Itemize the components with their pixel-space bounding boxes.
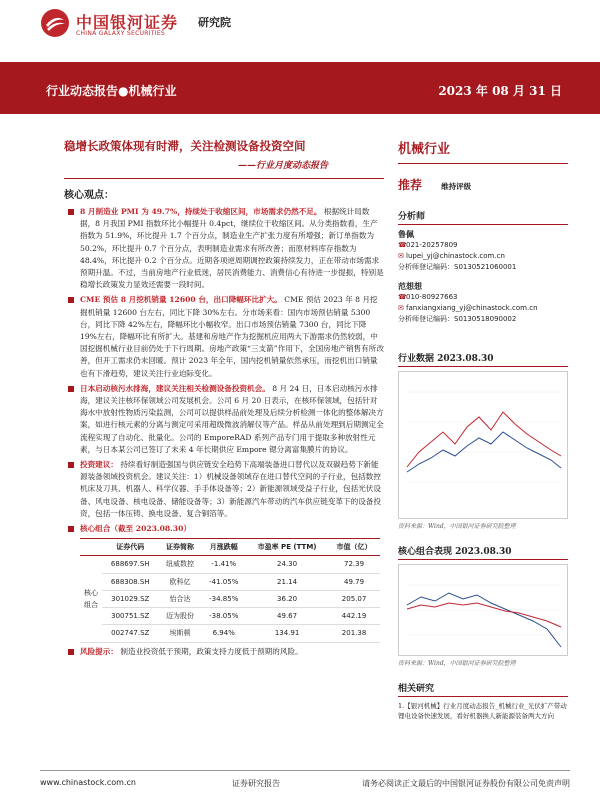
analyst-phone: ☎021-20257809 [398, 241, 458, 249]
table-title-row [64, 523, 384, 535]
galaxy-logo-icon [40, 8, 70, 38]
cell: 49.79 [328, 573, 380, 590]
report-type: 行业动态报告●机械行业 [46, 84, 177, 98]
risk-text: 制造业投资低于预期，政策支持力度低于预期的风险。 [120, 646, 303, 656]
point-body: CME 预估 2023 年 8 月挖掘机销量 12600 台左右，同比下降 30%左右。分市场来看：国内市场预估销量 5300 台，同比下降 42%左右，降幅环比小幅收窄。出口市场预估销量 7300 台，同比下降 19%左右，降幅环比有所扩大。基建和房地产作为挖掘机应用两大下游需求仍然较弱，中国挖掘机械行业目前仍处于下行周期。房地产政策“三支箭”作用下，全国房地产销售有所改善，但开工需求仍未回暖。预计 2023 年全年，国内挖机销量依然承压，而挖机出口销量也有下滑趋势，建议关注行业迫际变化。 [80, 295, 384, 378]
point-3 [64, 383, 384, 456]
cell: 49.67 [246, 608, 328, 625]
report-subtitle: ——行业月度动态报告 [238, 161, 329, 171]
bullet-icon [68, 209, 74, 215]
bullet-icon [68, 526, 74, 532]
phone-icon: ☎ [398, 293, 407, 301]
cell: 21.14 [246, 573, 328, 590]
risk-label: 风险提示： [80, 646, 118, 656]
cell: 201.38 [328, 625, 380, 642]
cell: 迈为股份 [158, 608, 201, 625]
analyst-2 [398, 281, 568, 325]
risk-note [64, 646, 384, 658]
footer-site[interactable]: www.chinastock.com.cn [40, 778, 136, 787]
brand-logo [40, 8, 260, 38]
col-name: 证券简称 [158, 539, 201, 556]
title-divider [64, 178, 384, 179]
cell: -1.41% [201, 556, 246, 573]
table-header-row [80, 539, 380, 556]
point-1 [64, 206, 384, 291]
portfolio-chart [398, 564, 568, 656]
industry-data-head: 行业数据 2023.08.30 [398, 351, 568, 367]
institute-label: 研究院 [198, 16, 231, 29]
table-title: 核心组合（截至 2023.08.30） [80, 524, 191, 534]
footer-dept: 证券研究报告 [232, 779, 280, 788]
point-lead: 投资建议： [80, 460, 118, 470]
mail-icon: ✉ [398, 252, 404, 260]
phone-icon: ☎ [398, 241, 407, 249]
source-note-2: 资料来源：Wind，中国银河证券研究院整理 [398, 660, 516, 667]
analyst-name: 鲁佩 [398, 230, 414, 239]
cell: 埃斯顿 [158, 625, 201, 642]
analyst-cert: 分析师登记编码：S0130518090002 [398, 315, 517, 323]
industry-chart [398, 371, 568, 519]
cell: 442.19 [328, 608, 380, 625]
core-label: 核心观点： [64, 190, 114, 201]
cell: 36.20 [246, 590, 328, 607]
col-code: 证券代码 [102, 539, 158, 556]
cell: -38.05% [201, 608, 246, 625]
cell: 6.94% [201, 625, 246, 642]
report-date: 2023 年 08 月 31 日 [438, 84, 562, 98]
portfolio-head: 核心组合表现 2023.08.30 [398, 544, 568, 560]
footer-disclaimer: 请务必阅读正文最后的中国银河证券股份有限公司免责声明 [362, 779, 570, 788]
cell: -41.05% [201, 573, 246, 590]
point-2 [64, 294, 384, 379]
point-lead: 日本启动核污水排海，建议关注相关检测设备投资机会。 [80, 383, 270, 393]
cell: 002747.SZ [102, 625, 158, 642]
col-pe: 市盈率 PE (TTM) [246, 539, 328, 556]
analyst-name: 范想想 [398, 282, 422, 291]
report-title: 稳增长政策体现有时滞，关注检测设备投资空间 [64, 139, 306, 153]
cell: 300751.SZ [102, 608, 158, 625]
cell: 怡合达 [158, 590, 201, 607]
cell: -34.85% [201, 590, 246, 607]
col-change: 月涨跌幅 [201, 539, 246, 556]
cell: 205.07 [328, 590, 380, 607]
portfolio-table [80, 538, 380, 642]
point-lead: 8 月制造业 PMI 为 49.7%，持续处于收缩区间，市场需求仍然不足。 [80, 207, 322, 216]
table-row [80, 625, 380, 642]
bullet-icon [68, 649, 74, 655]
cell: 24.30 [246, 556, 328, 573]
cell: 欧科亿 [158, 573, 201, 590]
portfolio-chart-svg [399, 565, 567, 655]
analyst-cert: 分析师登记编码：S0130521060001 [398, 263, 517, 271]
brand-name-en: CHINA GALAXY SECURITIES [76, 30, 166, 37]
point-body: 持续看好制造强国与供应链安全趋势下高端装备进口替代以及双碳趋势下新能源装备领域投资机会。建议关注：1）机械设备领域存在进口替代空间的子行业，包括数控机床及刀具、机器人、科学仪器、手手体设备等；2）新能源领域受益子行业，包括光伏设备、风电设备、核电设备、储能设备等；3）新能源汽车带动的汽车供应链变革下的设备投资，包括一体压铸、换电设备、复合铜箔等。 [80, 460, 381, 518]
analyst-phone: ☎010-80927663 [398, 293, 458, 301]
main-content [64, 206, 384, 661]
source-note-1: 资料来源：Wind，中国银河证券研究院整理 [398, 523, 516, 530]
analyst-head: 分析师 [398, 209, 568, 225]
point-4 [64, 459, 384, 520]
table-side-label: 核心组合 [80, 556, 102, 642]
table-row [80, 573, 380, 590]
related-head: 相关研究 [398, 681, 568, 697]
table-row [80, 590, 380, 607]
rating: 推荐 [398, 178, 423, 192]
analyst-1 [398, 229, 568, 273]
cell: 688308.SH [102, 573, 158, 590]
cell: 纽威数控 [158, 556, 201, 573]
brand-name-cn: 中国银河证券 [76, 13, 179, 32]
table-row [80, 556, 380, 573]
analyst-email[interactable]: ✉ lupei_yj@chinastock.com.cn [398, 252, 505, 260]
analyst-email[interactable]: ✉ fanxiangxiang_yj@chinastock.com.cn [398, 304, 538, 312]
related-item[interactable]: 1.【银河机械】行业月度动态报告_机械行业_光伏扩产带动锂电设备快速发展，看好机器换人新能源装备两大方向 [398, 702, 567, 720]
portfolio-line [407, 593, 561, 647]
bullet-icon [68, 462, 74, 468]
cell: 301029.SZ [102, 590, 158, 607]
col-mcap: 市值（亿） [328, 539, 380, 556]
point-body: 8 月 24 日，日本启动核污水排海，建议关注核环保领域公司发展机会。公司 6 月 20 日表示，在核环保领域，包括针对海水中放射性物质污染监测，公司可以提供样品前处理及后续分析检测一体化的整体解决方案，如进行核元素的分离与测定可采用超级微波消解仪等产品。样品从前处理到后期测定全流程实现了自动化、批量化。公司的 EmporeRAD 系列产品专门用于提取多种放射性元素，与日本某公司已签订了未来 4 年长期供应 Empore 锶分离富集膜片的协议。 [80, 383, 384, 454]
mail-icon: ✉ [398, 304, 404, 312]
point-lead: CME 预估 8 月挖机销量 12600 台，出口降幅环比扩大。 [80, 295, 282, 305]
cell: 72.39 [328, 556, 380, 573]
footer-divider [40, 770, 570, 771]
table-corner [80, 539, 102, 556]
bullet-icon [68, 297, 74, 303]
bullet-icon [68, 386, 74, 392]
sector-name: 机械行业 [398, 142, 451, 157]
cell: 688697.SH [102, 556, 158, 573]
table-row [80, 608, 380, 625]
rating-note: 维持评级 [441, 182, 472, 191]
rating-row [398, 174, 568, 193]
industry-chart-svg [399, 372, 567, 518]
sector-divider [398, 163, 568, 164]
sidebar [398, 138, 568, 721]
cell: 134.91 [246, 625, 328, 642]
point-body: 根据统计局数据，8 月我国 PMI 指数环比小幅提升 0.4pct，继续位于收缩区间。从分类指数看，生产指数为 51.9%，环比提升 1.7 个百分点，制造业生产扩张力度有所增强；新订单指数为 50.2%，环比提升 0.7 个百分点，表明制造业需求有所改善；而原材料库存指数为 48.4%，环比提升 0.2 个百分点。近期各项逆周期调控政策持续发力，正在带动市场需求预期升温。不过，当前房地产行业低迷，居民消费能力、消费信心有待进一步提振，特别是稳增长政策发力显效还需要一段时间。 [80, 207, 384, 290]
